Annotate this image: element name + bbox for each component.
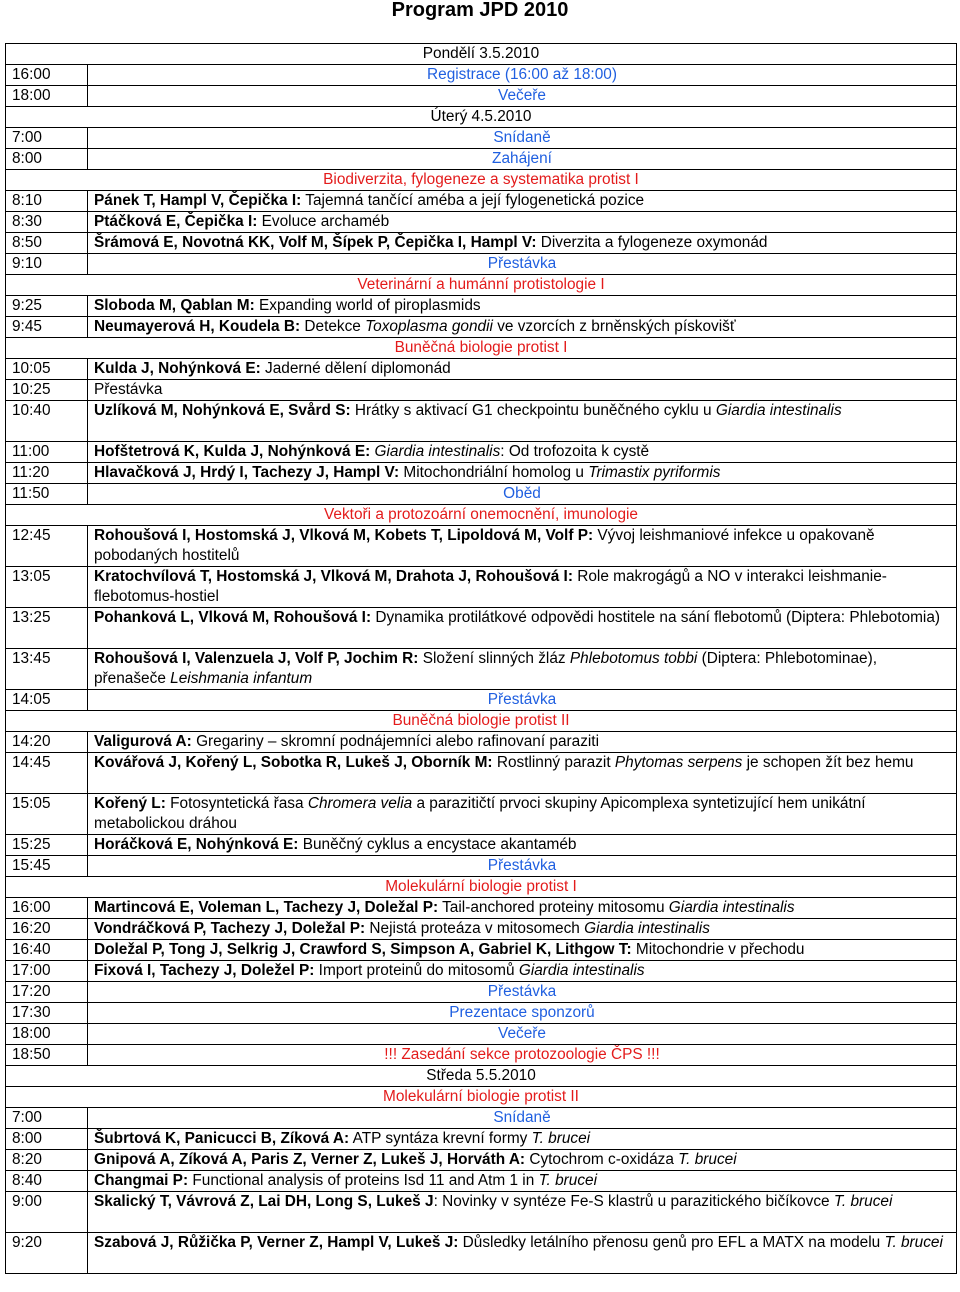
talk-authors: Rohoušová I, Valenzuela J, Volf P, Jochim R: [94,650,419,667]
schedule-row [6,919,957,940]
schedule-row [6,1129,957,1150]
talk-title-text: Diverzita a fylogeneze oxymonád [536,234,768,251]
schedule-row [6,835,957,856]
section-header-row [6,505,957,526]
talk-title-text: : Novinky v syntéze Fe-S klastrů u parazitického bičíkovce [433,1193,834,1210]
schedule-row [6,401,957,442]
talk-authors: Changmai P: [94,1172,189,1189]
time-cell: 10:40 [6,401,88,442]
talk-title-text: (Diptera: Phlebotominae), přenašeče [94,650,877,687]
time-cell: 15:25 [6,835,88,856]
talk-title-text: Hrátky s aktivací G1 checkpointu buněčného cyklu u [350,402,716,419]
talk-cell [88,526,957,567]
talk-title-text: ve vzorcích z brněnských pískovišť [492,318,736,335]
talk-authors: Kulda J, Nohýnková E: [94,360,261,377]
schedule-row [6,380,957,401]
time-cell: 12:45 [6,526,88,567]
talk-italic-text: T. brucei [833,1193,893,1210]
talk-title-text: Detekce [300,318,366,335]
schedule-row [6,961,957,982]
event-cell: Večeře [88,86,957,107]
day-header-row [6,107,957,128]
schedule-row [6,233,957,254]
talk-authors: Hofštetrová K, Kulda J, Nohýnková E: [94,443,371,460]
time-cell: 8:00 [6,149,88,170]
talk-cell [88,1150,957,1171]
talk-cell [88,1192,957,1233]
talk-title-text: Rostlinný parazit [492,754,615,771]
talk-italic-text: Chromera velia [307,795,413,812]
time-cell: 16:00 [6,898,88,919]
time-cell: 8:30 [6,212,88,233]
schedule-row [6,982,957,1003]
time-cell: 17:20 [6,982,88,1003]
talk-cell [88,940,957,961]
program-table-body [6,44,957,1274]
section-header: Buněčná biologie protist I [6,338,957,359]
event-cell: Registrace (16:00 až 18:00) [88,65,957,86]
talk-authors: Kratochvílová T, Hostomská J, Vlková M, Drahota J, Rohoušová I: [94,568,573,585]
event-cell: Večeře [88,1024,957,1045]
schedule-row [6,690,957,711]
talk-cell [88,794,957,835]
talk-authors: Hlavačková J, Hrdý I, Tachezy J, Hampl V: [94,464,400,481]
talk-italic-text: Giardia intestinalis [374,443,501,460]
section-header-row [6,275,957,296]
talk-authors: Martincová E, Voleman L, Tachezy J, Doležal P: [94,899,439,916]
time-cell: 14:20 [6,732,88,753]
talk-authors: Kořený L: [94,795,166,812]
time-cell: 8:50 [6,233,88,254]
section-header-row [6,1087,957,1108]
schedule-row [6,649,957,690]
schedule-row [6,317,957,338]
talk-title-text: a parazitičtí prvoci skupiny Apicomplexa syntetizující hem unikátní metabolickou dráhou [94,795,866,832]
day-header: Pondělí 3.5.2010 [6,44,957,65]
talk-italic-text: Leishmania infantum [170,670,313,687]
talk-cell [88,233,957,254]
day-header: Úterý 4.5.2010 [6,107,957,128]
day-header-row [6,44,957,65]
talk-authors: Šrámová E, Novotná KK, Volf M, Šípek P, Čepička I, Hampl V: [94,234,537,251]
talk-cell [88,898,957,919]
talk-cell [88,296,957,317]
schedule-row [6,1045,957,1066]
talk-cell [88,753,957,794]
schedule-row [6,1108,957,1129]
talk-title-text: Důsledky letálního přenosu genů pro EFL a MATX na modelu [458,1234,885,1251]
section-header: Vektoři a protozoární onemocnění, imunologie [6,505,957,526]
schedule-row [6,1171,957,1192]
schedule-row [6,296,957,317]
talk-italic-text: Phytomas serpens [614,754,743,771]
talk-title-text: Tail-anchored proteiny mitosomu [438,899,669,916]
schedule-row [6,128,957,149]
talk-cell [88,1233,957,1274]
talk-cell [88,961,957,982]
schedule-row [6,484,957,505]
section-header-row [6,711,957,732]
talk-cell [88,212,957,233]
event-cell: !!! Zasedání sekce protozoologie ČPS !!! [88,1045,957,1066]
program-table [5,43,957,1274]
schedule-row [6,149,957,170]
talk-authors: Ptáčková E, Čepička I: [94,213,258,230]
time-cell: 8:00 [6,1129,88,1150]
talk-authors: Rohoušová I, Hostomská J, Vlková M, Kobets T, Lipoldová M, Volf P: [94,527,594,544]
page-title: Program JPD 2010 [391,0,569,21]
schedule-row [6,359,957,380]
talk-title-text: je schopen žít bez hemu [742,754,914,771]
time-cell: 17:30 [6,1003,88,1024]
day-header-row [6,1066,957,1087]
talk-italic-text: Giardia intestinalis [668,899,795,916]
time-cell: 18:50 [6,1045,88,1066]
talk-authors: Gnipová A, Zíková A, Paris Z, Verner Z, Lukeš J, Horváth A: [94,1151,526,1168]
talk-title-text: Buněčný cyklus a encystace akantaméb [298,836,577,853]
schedule-row [6,1003,957,1024]
time-cell: 13:05 [6,567,88,608]
section-header: Buněčná biologie protist II [6,711,957,732]
section-header: Molekulární biologie protist II [6,1087,957,1108]
talk-cell [88,732,957,753]
talk-italic-text: Giardia intestinalis [518,962,645,979]
talk-title-text: Mitochondrie v přechodu [631,941,805,958]
time-cell: 11:50 [6,484,88,505]
event-cell: Snídaně [88,1108,957,1129]
schedule-row [6,567,957,608]
talk-italic-text: T. brucei [884,1234,943,1251]
talk-title-text: Složení slinných žláz [418,650,570,667]
talk-authors: Szabová J, Růžička P, Verner Z, Hampl V, Lukeš J: [94,1234,459,1251]
talk-cell [88,1171,957,1192]
talk-title-text: Evoluce archaméb [257,213,390,230]
talk-authors: Kovářová J, Kořený L, Sobotka R, Lukeš J, Oborník M: [94,754,493,771]
talk-authors: Sloboda M, Qablan M: [94,297,255,314]
schedule-row [6,191,957,212]
time-cell: 13:25 [6,608,88,649]
time-cell: 15:45 [6,856,88,877]
talk-title-text: Přestávka [94,381,163,398]
talk-authors: Horáčková E, Nohýnková E: [94,836,299,853]
event-cell: Přestávka [88,254,957,275]
schedule-row [6,1150,957,1171]
time-cell: 16:40 [6,940,88,961]
time-cell: 9:00 [6,1192,88,1233]
time-cell: 9:10 [6,254,88,275]
section-header: Biodiverzita, fylogeneze a systematika protist I [6,170,957,191]
talk-authors: Vondráčková P, Tachezy J, Doležal P: [94,920,366,937]
section-header: Veterinární a humánní protistologie I [6,275,957,296]
talk-title-text: Vývoj leishmaniové infekce u opakovaně pobodaných hostitelů [94,527,875,564]
talk-italic-text: Trimastix pyriformis [588,464,721,481]
schedule-row [6,794,957,835]
talk-title-text: Gregariny – skromní podnájemníci alebo rafinovaní paraziti [191,733,600,750]
talk-authors: Pohanková L, Vlková M, Rohoušová I: [94,609,372,626]
schedule-row [6,856,957,877]
talk-authors: Skalický T, Vávrová Z, Lai DH, Long S, Lukeš J [94,1193,434,1210]
talk-authors: Neumayerová H, Koudela B: [94,318,301,335]
talk-authors: Valigurová A: [94,733,192,750]
day-header: Středa 5.5.2010 [6,1066,957,1087]
talk-cell [88,919,957,940]
talk-cell [88,1129,957,1150]
talk-title-text: Import proteinů do mitosomů [314,962,519,979]
talk-italic-text: Toxoplasma gondii [365,318,493,335]
talk-title-text: Jaderné dělení diplomonád [260,360,451,377]
talk-title-text: Tajemná tančící améba a její fylogenetická pozice [301,192,645,209]
event-cell: Snídaně [88,128,957,149]
schedule-row [6,1192,957,1233]
section-header-row [6,170,957,191]
schedule-row [6,1024,957,1045]
talk-cell [88,380,957,401]
event-cell: Přestávka [88,690,957,711]
time-cell: 18:00 [6,1024,88,1045]
talk-title-text: ATP syntáza krevní formy [349,1130,532,1147]
talk-authors: Uzlíková M, Nohýnková E, Svård S: [94,402,351,419]
talk-cell [88,463,957,484]
schedule-row [6,442,957,463]
time-cell: 11:00 [6,442,88,463]
schedule-row [6,86,957,107]
talk-cell [88,608,957,649]
time-cell: 9:45 [6,317,88,338]
time-cell: 14:45 [6,753,88,794]
talk-title-text: Cytochrom c-oxidáza [525,1151,679,1168]
talk-cell [88,359,957,380]
time-cell: 18:00 [6,86,88,107]
section-header: Molekulární biologie protist I [6,877,957,898]
talk-authors: Fixová I, Tachezy J, Doležel P: [94,962,315,979]
section-header-row [6,338,957,359]
talk-cell [88,649,957,690]
talk-title-text: Dynamika protilátkové odpovědi hostitele na sání flebotomů (Diptera: Phlebotomia) [371,609,940,626]
time-cell: 7:00 [6,1108,88,1129]
talk-cell [88,401,957,442]
time-cell: 9:20 [6,1233,88,1274]
event-cell: Prezentace sponzorů [88,1003,957,1024]
talk-cell [88,191,957,212]
talk-title-text: Nejistá proteáza v mitosomech [365,920,585,937]
talk-italic-text: T. brucei [531,1130,591,1147]
time-cell: 8:10 [6,191,88,212]
talk-cell [88,317,957,338]
event-cell: Přestávka [88,982,957,1003]
talk-title-text: Expanding world of piroplasmids [254,297,481,314]
schedule-row [6,254,957,275]
talk-cell [88,567,957,608]
time-cell: 15:05 [6,794,88,835]
schedule-row [6,732,957,753]
time-cell: 17:00 [6,961,88,982]
time-cell: 8:20 [6,1150,88,1171]
talk-italic-text: T. brucei [538,1172,598,1189]
schedule-row [6,940,957,961]
talk-title-text: Functional analysis of proteins Isd 11 and Atm 1 in [188,1172,539,1189]
talk-italic-text: T. brucei [678,1151,737,1168]
event-cell: Zahájení [88,149,957,170]
event-cell: Oběd [88,484,957,505]
talk-authors: Pánek T, Hampl V, Čepička I: [94,192,302,209]
schedule-row [6,65,957,86]
time-cell: 14:05 [6,690,88,711]
time-cell: 11:20 [6,463,88,484]
talk-cell [88,442,957,463]
schedule-row [6,463,957,484]
schedule-row [6,898,957,919]
schedule-row [6,608,957,649]
schedule-row [6,1233,957,1274]
talk-title-text: Fotosyntetická řasa [165,795,308,812]
time-cell: 7:00 [6,128,88,149]
talk-italic-text: Giardia intestinalis [584,920,710,937]
time-cell: 16:00 [6,65,88,86]
time-cell: 9:25 [6,296,88,317]
talk-title-text: Role makrogágů a NO v interakci leishmanie-flebotomus-hostiel [94,568,887,605]
section-header-row [6,877,957,898]
talk-authors: Doležal P, Tong J, Selkrig J, Crawford S, Simpson A, Gabriel K, Lithgow T: [94,941,632,958]
time-cell: 10:25 [6,380,88,401]
schedule-row [6,753,957,794]
talk-italic-text: Giardia intestinalis [715,402,842,419]
time-cell: 8:40 [6,1171,88,1192]
schedule-row [6,526,957,567]
time-cell: 16:20 [6,919,88,940]
schedule-row [6,212,957,233]
talk-title-text: : Od trofozoita k cystě [500,443,650,460]
talk-italic-text: Phlebotomus tobbi [569,650,698,667]
talk-title-text: Mitochondriální homolog u [399,464,589,481]
time-cell: 10:05 [6,359,88,380]
talk-authors: Šubrtová K, Panicucci B, Zíková A: [94,1130,350,1147]
talk-cell [88,835,957,856]
time-cell: 13:45 [6,649,88,690]
event-cell: Přestávka [88,856,957,877]
